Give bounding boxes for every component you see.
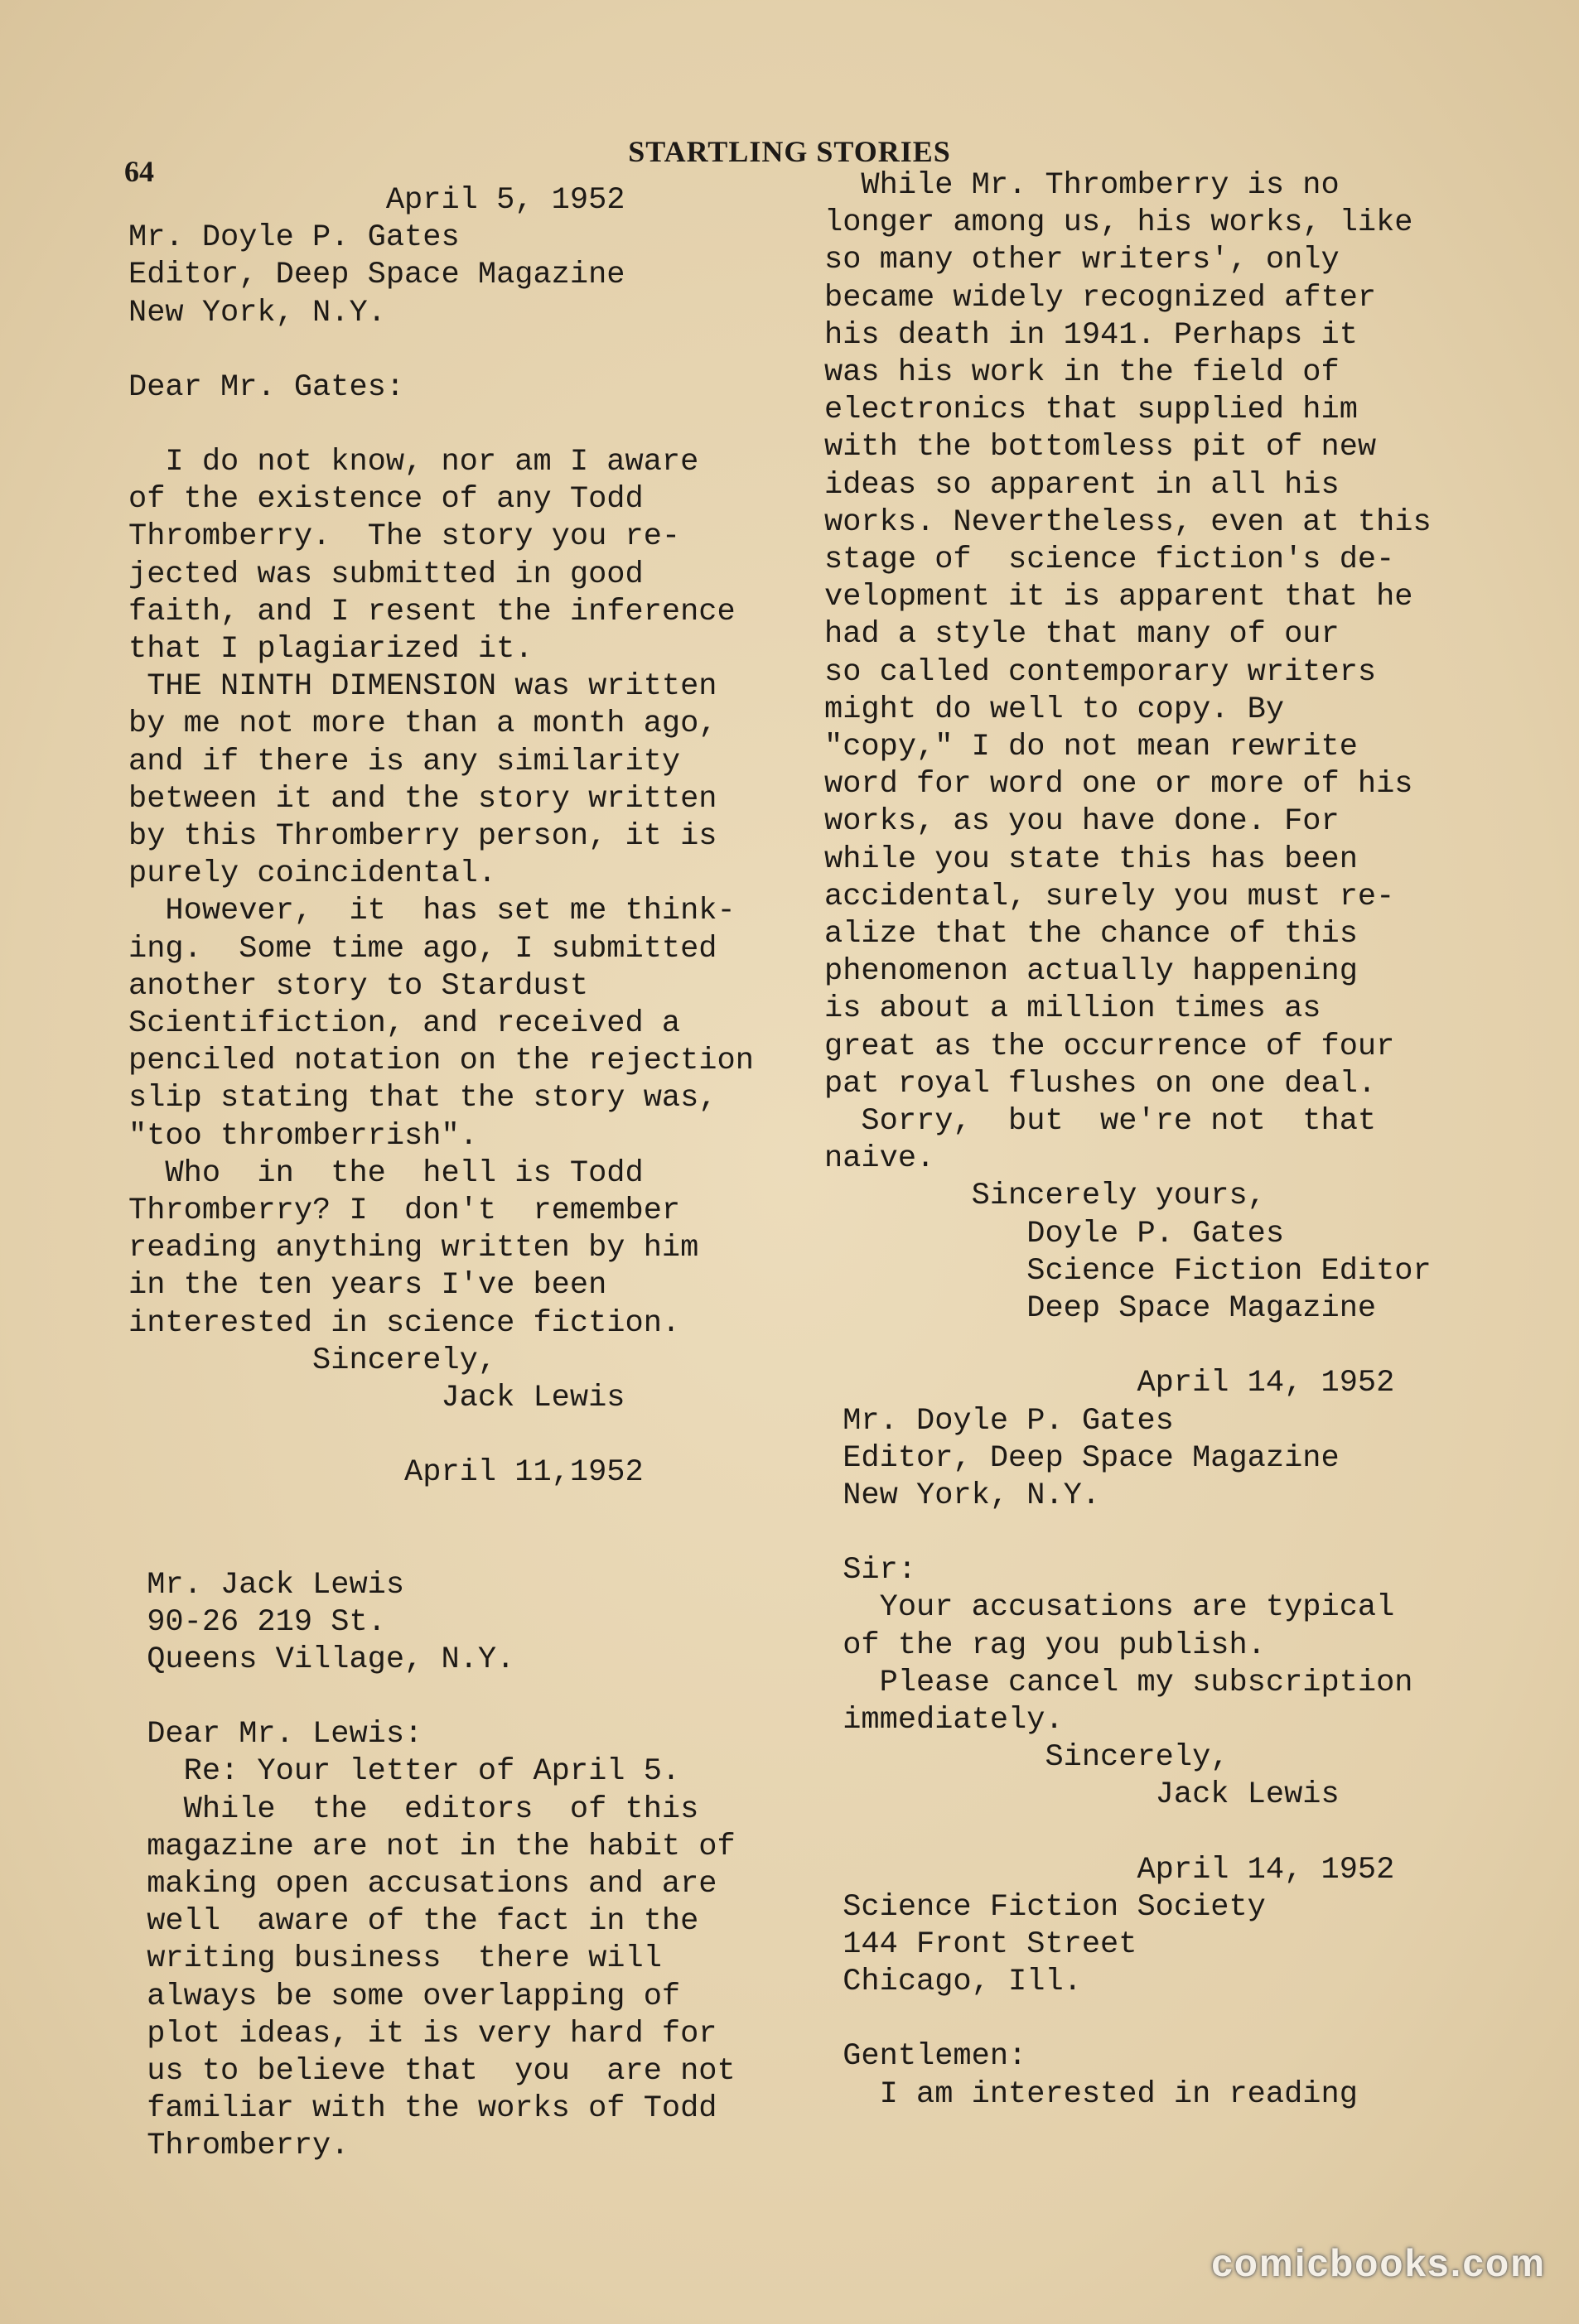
line-gap <box>824 1328 1520 1365</box>
text-line: Mr. Jack Lewis <box>128 1567 405 1603</box>
text-line: accidental, surely you must re- <box>824 879 1395 914</box>
text-line: Jack Lewis <box>824 1777 1340 1813</box>
text-line: interested in science fiction. <box>128 1305 681 1341</box>
text-line: velopment it is apparent that he <box>824 580 1413 615</box>
text-line: While the editors of this <box>128 1791 699 1827</box>
magazine-title: STARTLING STORIES <box>628 135 951 168</box>
text-line: Doyle P. Gates <box>824 1216 1285 1251</box>
text-line: familiar with the works of Todd <box>128 2091 717 2127</box>
text-line: works, as you have done. For <box>824 804 1340 840</box>
text-line: electronics that supplied him <box>824 393 1358 428</box>
text-line: longer among us, his works, like <box>824 205 1413 241</box>
text-line: Chicago, Ill. <box>824 1965 1082 2000</box>
text-line: became widely recognized after <box>824 280 1377 316</box>
text-line: Dear Mr. Lewis: <box>128 1717 423 1753</box>
text-line: writing business there will <box>128 1941 662 1977</box>
text-line: had a style that many of our <box>824 617 1340 653</box>
text-line: between it and the story written <box>128 781 717 817</box>
line-gap <box>128 1530 824 1567</box>
text-line: was his work in the field of <box>824 355 1340 391</box>
text-line: always be some overlapping of <box>128 1979 681 2014</box>
text-line: Deep Space Magazine <box>824 1291 1377 1327</box>
text-line: 144 Front Street <box>824 1926 1137 1962</box>
page-number: 64 <box>124 155 154 188</box>
text-line: of the existence of any Todd <box>128 482 644 518</box>
text-line: However, it has set me think- <box>128 894 736 929</box>
text-line: might do well to copy. By <box>824 692 1285 727</box>
text-line: Editor, Deep Space Magazine <box>128 258 625 293</box>
text-line: Sincerely, <box>824 1740 1229 1776</box>
text-line: "copy," I do not mean rewrite <box>824 730 1358 765</box>
text-line: While Mr. Thromberry is no <box>824 168 1340 203</box>
text-line: slip stating that the story was, <box>128 1081 717 1116</box>
line-gap <box>128 1492 824 1530</box>
text-line: Scientifiction, and received a <box>128 1006 681 1042</box>
site-watermark: comicbooks.com <box>1211 2241 1546 2284</box>
text-line: his death in 1941. Perhaps it <box>824 317 1358 353</box>
text-line: Gentlemen: <box>824 2039 1027 2075</box>
text-line: phenomenon actually happening <box>824 954 1358 990</box>
text-line: jected was submitted in good <box>128 557 644 592</box>
text-line: alize that the chance of this <box>824 917 1358 952</box>
text-line: April 5, 1952 <box>128 183 625 218</box>
text-line: another story to Stardust <box>128 968 589 1004</box>
text-line: while you state this has been <box>824 841 1358 877</box>
line-gap <box>128 1679 824 1716</box>
text-line: by me not more than a month ago, <box>128 706 717 742</box>
line-gap <box>128 332 824 369</box>
text-line: pat royal flushes on one deal. <box>824 1066 1377 1102</box>
text-line: so called contemporary writers <box>824 654 1377 690</box>
text-line: word for word one or more of his <box>824 767 1413 803</box>
text-line: reading anything written by him <box>128 1231 699 1266</box>
text-line: I do not know, nor am I aware <box>128 445 699 480</box>
text-line: Re: Your letter of April 5. <box>128 1754 681 1790</box>
text-line: Thromberry? I don't remember <box>128 1193 681 1229</box>
text-line: stage of science fiction's de- <box>824 542 1395 578</box>
text-line: Science Fiction Editor <box>824 1253 1432 1289</box>
text-line: Sorry, but we're not that <box>824 1104 1377 1140</box>
text-line: Sincerely yours, <box>824 1179 1266 1214</box>
text-line: by this Thromberry person, it is <box>128 819 717 855</box>
line-gap <box>128 407 824 444</box>
text-line: New York, N.Y. <box>824 1478 1101 1513</box>
text-line: purely coincidental. <box>128 856 497 892</box>
text-line: Sir: <box>824 1553 917 1589</box>
text-line: Mr. Doyle P. Gates <box>128 220 460 256</box>
text-line: and if there is any similarity <box>128 744 681 779</box>
text-line: great as the occurrence of four <box>824 1029 1395 1064</box>
text-line: well aware of the fact in the <box>128 1904 699 1940</box>
line-gap <box>824 1515 1520 1552</box>
line-gap <box>824 1815 1520 1852</box>
text-line: naive. <box>824 1141 935 1177</box>
text-line: Science Fiction Society <box>824 1889 1266 1925</box>
text-line: Jack Lewis <box>128 1381 625 1416</box>
text-line: Mr. Doyle P. Gates <box>824 1403 1174 1439</box>
text-line: Thromberry. The story you re- <box>128 519 681 555</box>
text-line: faith, and I resent the inference <box>128 594 736 629</box>
text-line: that I plagiarized it. <box>128 632 534 668</box>
text-line: in the ten years I've been <box>128 1268 607 1304</box>
text-line: "too thromberrish". <box>128 1118 478 1154</box>
right-column <box>824 167 1520 2114</box>
text-line: making open accusations and are <box>128 1866 717 1902</box>
text-line: April 11,1952 <box>128 1455 644 1491</box>
text-line: with the bottomless pit of new <box>824 430 1377 465</box>
text-line: THE NINTH DIMENSION was written <box>128 669 717 705</box>
text-line: April 14, 1952 <box>824 1366 1395 1401</box>
text-line: Editor, Deep Space Magazine <box>824 1440 1340 1476</box>
text-line: New York, N.Y. <box>128 295 386 330</box>
text-line: ing. Some time ago, I submitted <box>128 931 717 967</box>
text-line: Queens Village, N.Y. <box>128 1642 515 1677</box>
text-line: 90-26 219 St. <box>128 1604 386 1640</box>
text-line: I am interested in reading <box>824 2076 1358 2112</box>
text-line: Your accusations are typical <box>824 1590 1395 1626</box>
text-line: works. Nevertheless, even at this <box>824 504 1432 540</box>
text-line: Dear Mr. Gates: <box>128 369 405 405</box>
text-line: Who in the hell is Todd <box>128 1155 644 1191</box>
text-line: us to believe that you are not <box>128 2053 736 2089</box>
text-line: immediately. <box>824 1702 1064 1738</box>
text-line: is about a million times as <box>824 991 1321 1027</box>
text-line: plot ideas, it is very hard for <box>128 2016 717 2052</box>
left-column <box>128 182 824 2166</box>
text-line: Thromberry. <box>128 2129 350 2164</box>
text-line: Sincerely, <box>128 1343 497 1378</box>
text-line: so many other writers', only <box>824 243 1340 278</box>
text-line: April 14, 1952 <box>824 1852 1395 1888</box>
line-gap <box>128 1417 824 1454</box>
text-line: magazine are not in the habit of <box>128 1829 736 1864</box>
text-line: penciled notation on the rejection <box>128 1044 754 1079</box>
text-line: Please cancel my subscription <box>824 1665 1413 1700</box>
text-line: of the rag you publish. <box>824 1627 1266 1663</box>
line-gap <box>824 2001 1520 2038</box>
text-line: ideas so apparent in all his <box>824 467 1340 503</box>
